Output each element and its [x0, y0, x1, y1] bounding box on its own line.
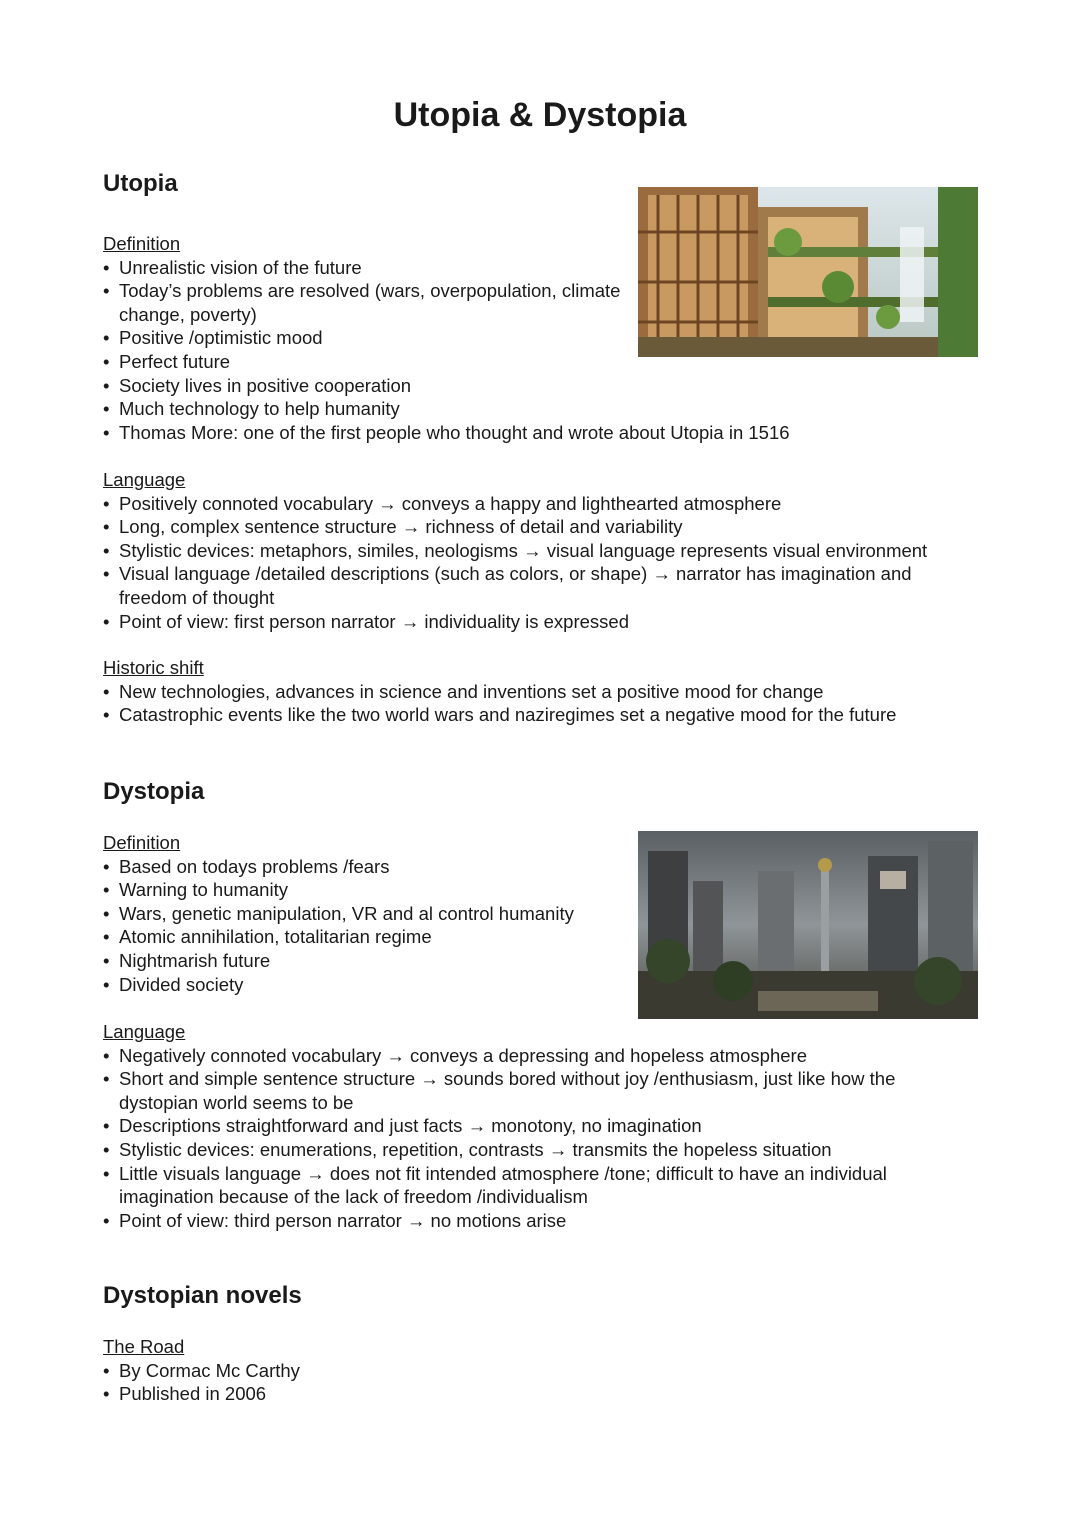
list-item: • Long, complex sentence structure → richness of detail and variability: [103, 515, 983, 539]
utopia-language-label: Language: [103, 469, 186, 490]
novels-heading: Dystopian novels: [103, 1282, 302, 1309]
dystopia-definition: [103, 831, 603, 996]
utopia-definition: [103, 232, 790, 444]
list-item: • Today’s problems are resolved (wars, overpopulation, climate change, poverty): [103, 279, 623, 326]
list-item: • Little visuals language → does not fit intended atmosphere /tone; difficult to have an individual imagination because of the lack of freedom /individualism: [103, 1162, 909, 1209]
list-item: • New technologies, advances in science and inventions set a positive mood for change: [103, 680, 983, 704]
list-item: • Thomas More: one of the first people who thought and wrote about Utopia in 1516: [103, 421, 879, 445]
utopian-city-image: [638, 187, 978, 357]
page-title: Utopia & Dystopia: [393, 96, 687, 134]
list-item: • Stylistic devices: metaphors, similes, neologisms → visual language represents visual environment: [103, 539, 983, 563]
novel-the-road: [103, 1335, 703, 1406]
list-item: • Stylistic devices: enumerations, repetition, contrasts → transmits the hopeless situation: [103, 1138, 983, 1162]
list-item: • Catastrophic events like the two world wars and naziregimes set a negative mood for the future: [103, 703, 983, 727]
list-item: • Perfect future: [103, 350, 623, 374]
list-item: • Based on todays problems /fears: [103, 855, 603, 879]
ruined-city-image: [638, 831, 978, 1019]
list-item: • Negatively connoted vocabulary → conveys a depressing and hopeless atmosphere: [103, 1044, 983, 1068]
novel-title: The Road: [103, 1336, 185, 1357]
dystopia-language-label: Language: [103, 1021, 186, 1042]
list-item: • Descriptions straightforward and just facts → monotony, no imagination: [103, 1114, 983, 1138]
historic-shift-label: Historic shift: [103, 657, 204, 678]
list-item: • By Cormac Mc Carthy: [103, 1359, 703, 1383]
list-item: • Society lives in positive cooperation: [103, 374, 623, 398]
utopia-definition-label: Definition: [103, 233, 181, 254]
list-item: • Visual language /detailed descriptions (such as colors, or shape) → narrator has imagination and freedom of thought: [103, 562, 983, 609]
utopia-language: [103, 468, 983, 633]
list-item: • Atomic annihilation, totalitarian regime: [103, 925, 603, 949]
list-item: • Short and simple sentence structure → sounds bored without joy /enthusiasm, just like how the dystopian world seems to be: [103, 1067, 909, 1114]
list-item: • Wars, genetic manipulation, VR and al control humanity: [103, 902, 603, 926]
list-item: • Positively connoted vocabulary → conveys a happy and lighthearted atmosphere: [103, 492, 983, 516]
list-item: • Nightmarish future: [103, 949, 603, 973]
list-item: • Positive /optimistic mood: [103, 326, 623, 350]
dystopia-language: [103, 1020, 983, 1232]
list-item: • Point of view: first person narrator → individuality is expressed: [103, 610, 983, 634]
list-item: • Published in 2006: [103, 1382, 703, 1406]
utopia-heading: Utopia: [103, 170, 178, 197]
list-item: • Divided society: [103, 973, 603, 997]
dystopia-heading: Dystopia: [103, 778, 205, 805]
list-item: • Warning to humanity: [103, 878, 603, 902]
list-item: • Much technology to help humanity: [103, 397, 623, 421]
utopia-historic-shift: [103, 656, 983, 727]
list-item: • Point of view: third person narrator → no motions arise: [103, 1209, 983, 1233]
list-item: • Unrealistic vision of the future: [103, 256, 623, 280]
dystopia-definition-label: Definition: [103, 832, 181, 853]
